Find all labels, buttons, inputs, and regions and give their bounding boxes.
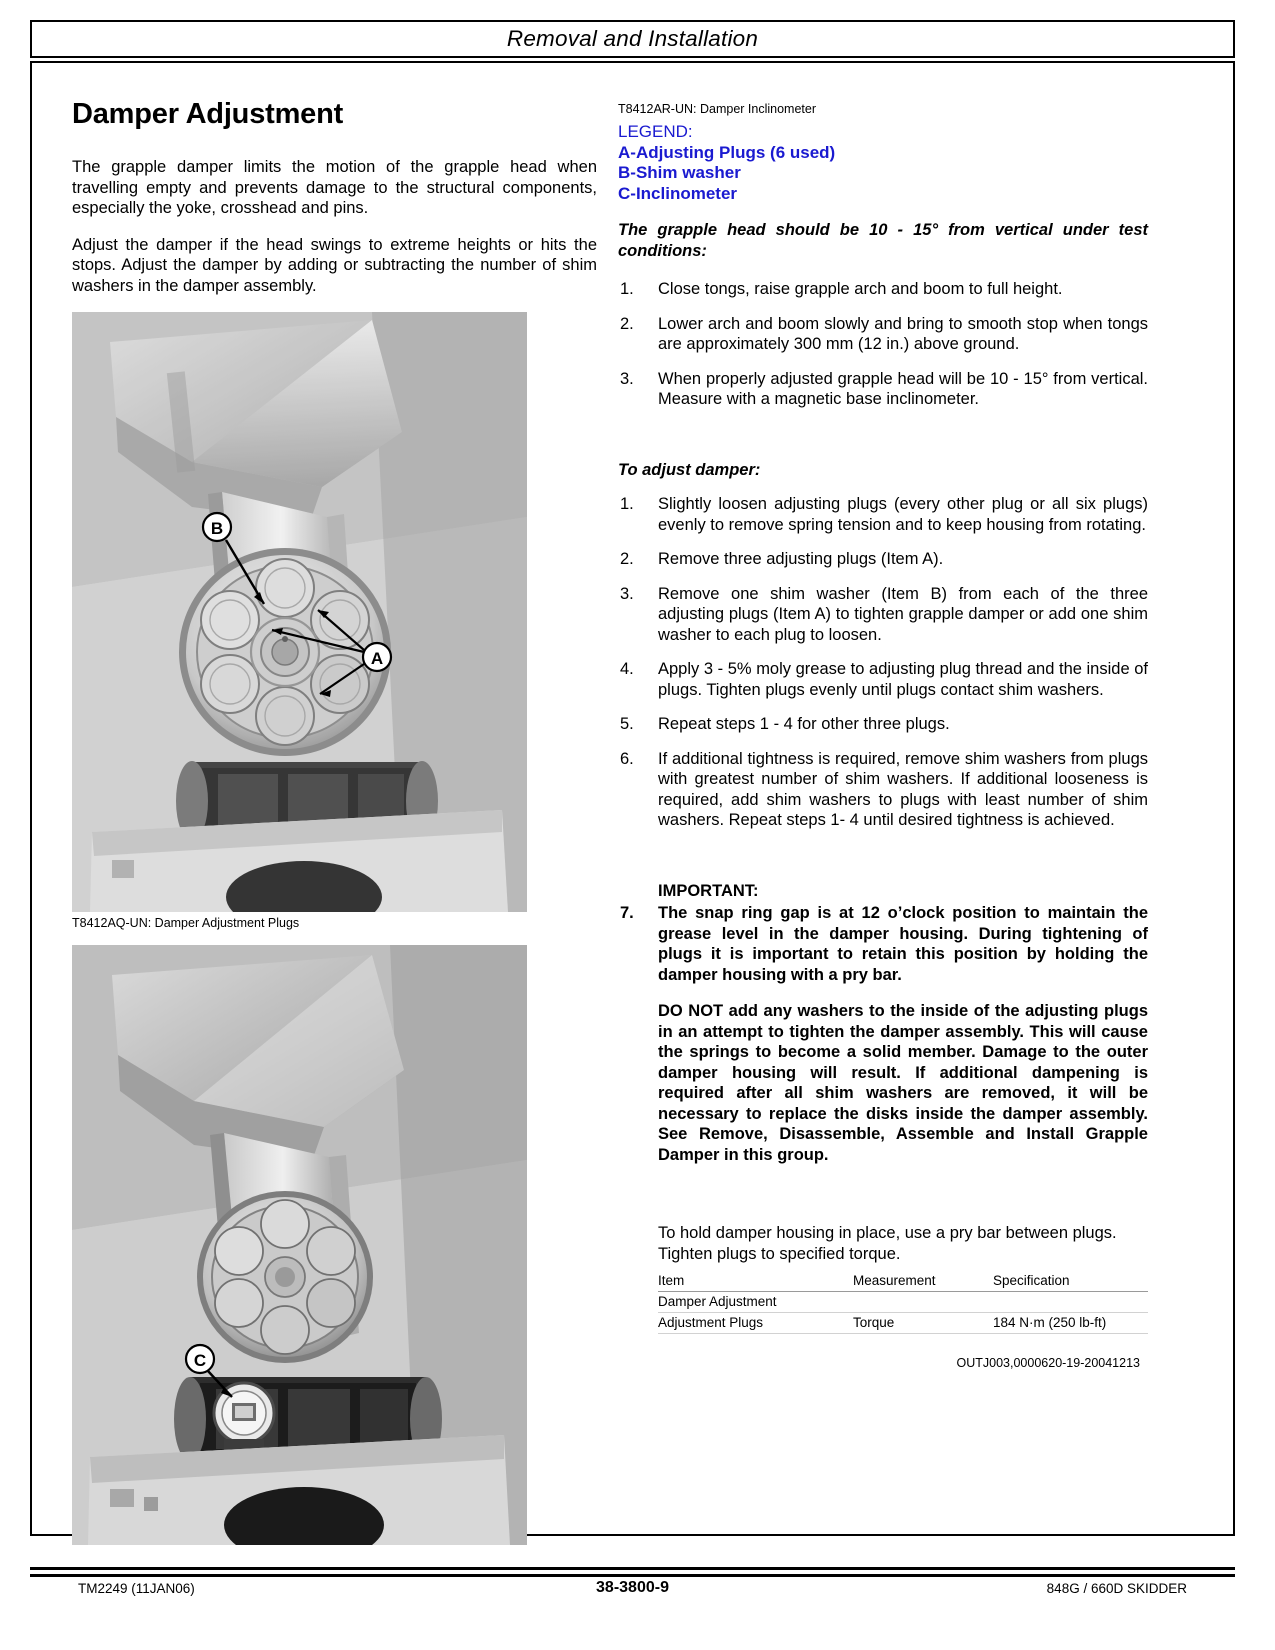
footer-model: 848G / 660D SKIDDER bbox=[1046, 1580, 1187, 1596]
svg-text:C: C bbox=[193, 1351, 207, 1370]
adjust-step-5 bbox=[618, 714, 1148, 735]
adjust-step-3-number: 3. bbox=[620, 584, 634, 603]
adjust-step-4 bbox=[618, 659, 1148, 700]
important-label: IMPORTANT: bbox=[658, 881, 759, 900]
adjust-steps-list bbox=[618, 494, 1148, 831]
test-step-1-text: Close tongs, raise grapple arch and boom to full height. bbox=[658, 280, 1063, 298]
do-not-warning-paragraph: DO NOT add any washers to the inside of the adjusting plugs in an attempt to tighten the damper assembly. This will cause the springs to become a solid member. Damage to the outer damper housing will result. If additional dampening is required after all shim washers are removed, it will be necessary to replace the disks inside the damper assembly. See Remove, Disassemble, Assemble and Install Grapple Damper in this group. bbox=[658, 1002, 1148, 1164]
page-footer bbox=[30, 1576, 1235, 1600]
spec-table-header-row bbox=[658, 1272, 1148, 1292]
legend-item-c: C-Inclinometer bbox=[618, 183, 738, 203]
svg-text:A: A bbox=[370, 649, 384, 668]
legend-heading: LEGEND: bbox=[618, 122, 693, 141]
spec-header-specification: Specification bbox=[993, 1272, 1148, 1292]
footer-manual-id: TM2249 (11JAN06) bbox=[78, 1580, 195, 1596]
adjust-step-6 bbox=[618, 749, 1148, 831]
test-step-1-number: 1. bbox=[620, 280, 634, 298]
legend-block bbox=[618, 122, 1148, 204]
adjust-step-5-text: Repeat steps 1 - 4 for other three plugs. bbox=[658, 715, 950, 733]
test-step-2-text: Lower arch and boom slowly and bring to smooth stop when tongs are approximately 300 mm (12 in.) above ground. bbox=[658, 314, 1148, 353]
photo-damper-inclinometer bbox=[72, 945, 527, 1545]
test-step-2-number: 2. bbox=[620, 314, 634, 333]
spec-row-1-specification bbox=[993, 1292, 1148, 1313]
test-step-1 bbox=[618, 279, 1148, 300]
spec-row-2-specification: 184 N·m (250 lb-ft) bbox=[993, 1313, 1148, 1334]
important-step-7-text: The snap ring gap is at 12 o’clock position to maintain the grease level in the damper housing. During tightening of plugs it is important to retain this position by holding the damper housing with a pry bar. bbox=[658, 904, 1148, 984]
test-steps-list bbox=[618, 279, 1148, 410]
adjust-step-1-number: 1. bbox=[620, 495, 634, 513]
adjust-step-3 bbox=[618, 584, 1148, 646]
adjust-step-6-number: 6. bbox=[620, 749, 634, 768]
adjust-step-1-text: Slightly loosen adjusting plugs (every other plug or all six plugs) evenly to remove spring tension and to keep housing from rotating. bbox=[658, 495, 1148, 534]
spec-header-item: Item bbox=[658, 1272, 853, 1292]
adjust-step-2-text: Remove three adjusting plugs (Item A). bbox=[658, 550, 944, 568]
header-title: Removal and Installation bbox=[506, 26, 759, 51]
adjust-step-2 bbox=[618, 549, 1148, 570]
test-conditions-note: The grapple head should be 10 - 15° from vertical under test conditions: bbox=[618, 221, 1148, 260]
footer-page-number: 38-3800-9 bbox=[596, 1579, 669, 1596]
page-title: Damper Adjustment bbox=[72, 98, 344, 130]
closing-instruction-paragraph: To hold damper housing in place, use a pry bar between plugs. Tighten plugs to specified torque. bbox=[658, 1224, 1117, 1263]
footer-rule-top bbox=[30, 1567, 1235, 1570]
adjust-step-4-number: 4. bbox=[620, 660, 634, 678]
figure-reference-label: T8412AR-UN: Damper Inclinometer bbox=[618, 102, 816, 116]
intro-paragraph-1: The grapple damper limits the motion of the grapple head when travelling empty and prevents damage to the structural components, especially the yoke, crosshead and pins. bbox=[72, 158, 597, 217]
photo-damper-adjustment-plugs bbox=[72, 312, 527, 912]
adjust-step-6-text: If additional tightness is required, remove shim washers from plugs with greatest number of shim washers. If additional looseness is required, add shim washers to plugs with least number of shim washers. Repeat steps 1- 4 until desired tightness is achieved. bbox=[658, 749, 1148, 829]
figure-damper-adjustment-plugs bbox=[72, 312, 527, 931]
spec-row-2-item: Adjustment Plugs bbox=[658, 1313, 853, 1334]
adjust-step-1 bbox=[618, 494, 1148, 535]
legend-item-b: B-Shim washer bbox=[618, 163, 741, 182]
important-step-list bbox=[618, 903, 1148, 985]
legend-item-a: A-Adjusting Plugs (6 used) bbox=[618, 142, 836, 162]
adjust-step-5-number: 5. bbox=[620, 715, 634, 733]
test-step-3-number: 3. bbox=[620, 369, 634, 388]
spec-header-measurement: Measurement bbox=[853, 1272, 993, 1292]
page-frame bbox=[30, 20, 1235, 1580]
left-column bbox=[72, 98, 597, 1545]
specification-table bbox=[658, 1272, 1148, 1334]
right-column bbox=[618, 102, 1148, 1370]
table-row bbox=[658, 1292, 1148, 1313]
figure-1-caption: T8412AQ-UN: Damper Adjustment Plugs bbox=[72, 916, 300, 930]
document-reference-code: OUTJ003,0000620-19-20041213 bbox=[956, 1356, 1140, 1370]
test-step-3 bbox=[618, 369, 1148, 410]
important-step-7-number: 7. bbox=[620, 904, 634, 922]
important-step-7 bbox=[618, 903, 1148, 985]
test-step-3-text: When properly adjusted grapple head will be 10 - 15° from vertical. Measure with a magnetic base inclinometer. bbox=[658, 369, 1148, 408]
figure-damper-inclinometer bbox=[72, 945, 527, 1545]
table-row bbox=[658, 1313, 1148, 1334]
adjust-step-3-text: Remove one shim washer (Item B) from each of the three adjusting plugs (Item A) to tighten grapple damper or add one shim washer to each plug to loosen. bbox=[658, 584, 1148, 644]
spec-row-1-item: Damper Adjustment bbox=[658, 1292, 853, 1313]
spec-row-1-measurement bbox=[853, 1292, 993, 1313]
adjust-step-2-number: 2. bbox=[620, 550, 634, 568]
intro-paragraph-2: Adjust the damper if the head swings to extreme heights or hits the stops. Adjust the damper by adding or subtracting the number of shim washers in the damper assembly. bbox=[72, 235, 597, 295]
test-step-2 bbox=[618, 314, 1148, 355]
svg-text:B: B bbox=[210, 519, 224, 538]
page-header bbox=[30, 20, 1235, 58]
spec-row-2-measurement: Torque bbox=[853, 1313, 993, 1334]
adjust-step-4-text: Apply 3 - 5% moly grease to adjusting plug thread and the inside of plugs. Tighten plugs evenly until plugs contact shim washers. bbox=[658, 660, 1148, 699]
adjust-damper-heading: To adjust damper: bbox=[618, 460, 761, 479]
